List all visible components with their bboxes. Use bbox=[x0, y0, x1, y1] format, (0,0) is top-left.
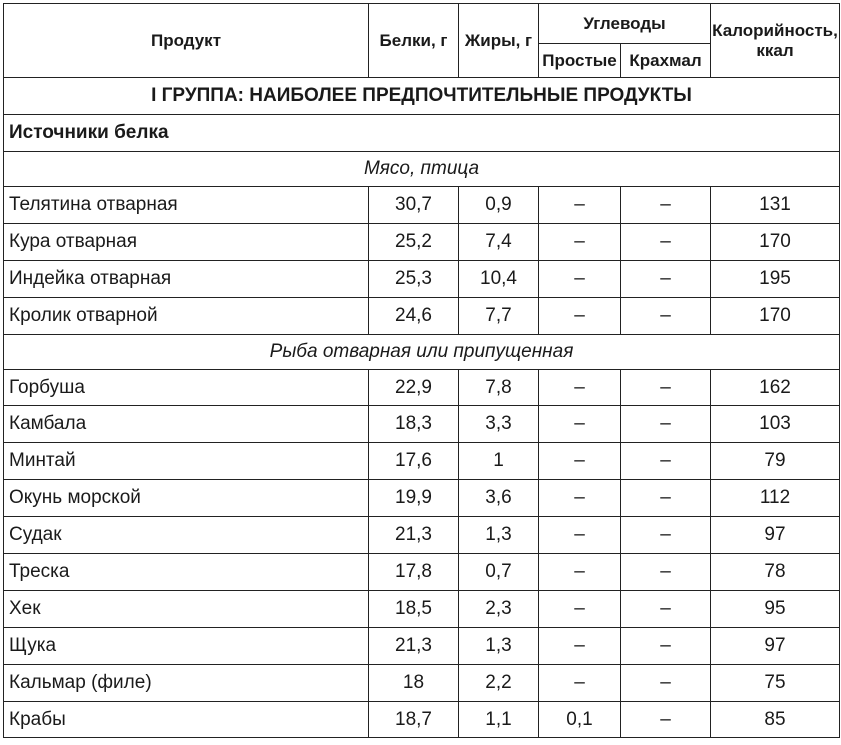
cell-simple: – bbox=[539, 406, 621, 443]
cell-protein: 18 bbox=[369, 664, 459, 701]
cell-starch: – bbox=[621, 627, 711, 664]
cell-protein: 19,9 bbox=[369, 480, 459, 517]
cell-starch: – bbox=[621, 443, 711, 480]
table-row bbox=[4, 590, 840, 627]
cell-protein: 18,5 bbox=[369, 590, 459, 627]
cell-simple: – bbox=[539, 664, 621, 701]
cell-name: Окунь морской bbox=[4, 480, 369, 517]
header-carbs: Углеводы bbox=[539, 4, 711, 44]
cell-name: Треска bbox=[4, 554, 369, 591]
cell-calories: 131 bbox=[711, 187, 840, 224]
header-carbs-starch: Крахмал bbox=[621, 44, 711, 78]
cell-name: Индейка отварная bbox=[4, 260, 369, 297]
cell-protein: 22,9 bbox=[369, 369, 459, 406]
table-row bbox=[4, 664, 840, 701]
table-row bbox=[4, 406, 840, 443]
cell-protein: 21,3 bbox=[369, 517, 459, 554]
table-row bbox=[4, 297, 840, 334]
cell-starch: – bbox=[621, 590, 711, 627]
cell-starch: – bbox=[621, 223, 711, 260]
cell-simple: – bbox=[539, 443, 621, 480]
cell-name: Щука bbox=[4, 627, 369, 664]
cell-fat: 7,7 bbox=[459, 297, 539, 334]
cell-simple: – bbox=[539, 627, 621, 664]
table-row bbox=[4, 443, 840, 480]
cell-calories: 85 bbox=[711, 701, 840, 738]
cell-fat: 2,3 bbox=[459, 590, 539, 627]
cell-fat: 3,6 bbox=[459, 480, 539, 517]
table-row bbox=[4, 517, 840, 554]
header-product: Продукт bbox=[4, 4, 369, 78]
cell-calories: 75 bbox=[711, 664, 840, 701]
group-title: I ГРУППА: НАИБОЛЕЕ ПРЕДПОЧТИТЕЛЬНЫЕ ПРОДУКТЫ bbox=[4, 78, 840, 115]
cell-fat: 1 bbox=[459, 443, 539, 480]
cell-protein: 24,6 bbox=[369, 297, 459, 334]
table-row bbox=[4, 701, 840, 738]
cell-starch: – bbox=[621, 554, 711, 591]
cell-simple: – bbox=[539, 554, 621, 591]
table-row bbox=[4, 187, 840, 224]
cell-simple: – bbox=[539, 223, 621, 260]
cell-protein: 25,3 bbox=[369, 260, 459, 297]
cell-fat: 1,3 bbox=[459, 627, 539, 664]
cell-name: Кролик отварной bbox=[4, 297, 369, 334]
table-row bbox=[4, 260, 840, 297]
header-calories: Калорийность, ккал bbox=[711, 4, 840, 78]
table-row bbox=[4, 554, 840, 591]
cell-fat: 10,4 bbox=[459, 260, 539, 297]
cell-fat: 7,4 bbox=[459, 223, 539, 260]
table-row bbox=[4, 369, 840, 406]
cell-name: Судак bbox=[4, 517, 369, 554]
cell-starch: – bbox=[621, 406, 711, 443]
header-protein: Белки, г bbox=[369, 4, 459, 78]
cell-calories: 170 bbox=[711, 223, 840, 260]
cell-calories: 162 bbox=[711, 369, 840, 406]
cell-calories: 79 bbox=[711, 443, 840, 480]
cell-calories: 95 bbox=[711, 590, 840, 627]
cell-name: Хек bbox=[4, 590, 369, 627]
nutrition-table bbox=[3, 3, 840, 738]
cell-name: Кальмар (филе) bbox=[4, 664, 369, 701]
cell-fat: 2,2 bbox=[459, 664, 539, 701]
cell-calories: 170 bbox=[711, 297, 840, 334]
cell-starch: – bbox=[621, 664, 711, 701]
cell-simple: – bbox=[539, 590, 621, 627]
cell-fat: 7,8 bbox=[459, 369, 539, 406]
cell-calories: 97 bbox=[711, 517, 840, 554]
cell-starch: – bbox=[621, 260, 711, 297]
subsection-title: Мясо, птица bbox=[4, 152, 840, 187]
cell-starch: – bbox=[621, 701, 711, 738]
cell-simple: – bbox=[539, 260, 621, 297]
cell-calories: 112 bbox=[711, 480, 840, 517]
cell-simple: – bbox=[539, 187, 621, 224]
cell-name: Телятина отварная bbox=[4, 187, 369, 224]
cell-name: Горбуша bbox=[4, 369, 369, 406]
cell-starch: – bbox=[621, 517, 711, 554]
cell-starch: – bbox=[621, 480, 711, 517]
cell-simple: – bbox=[539, 369, 621, 406]
cell-name: Минтай bbox=[4, 443, 369, 480]
cell-protein: 17,6 bbox=[369, 443, 459, 480]
table-row bbox=[4, 223, 840, 260]
cell-calories: 103 bbox=[711, 406, 840, 443]
header-fat: Жиры, г bbox=[459, 4, 539, 78]
cell-calories: 78 bbox=[711, 554, 840, 591]
cell-starch: – bbox=[621, 187, 711, 224]
cell-protein: 21,3 bbox=[369, 627, 459, 664]
section-title: Источники белка bbox=[4, 115, 840, 152]
cell-fat: 1,1 bbox=[459, 701, 539, 738]
subsection-title: Рыба отварная или припущенная bbox=[4, 334, 840, 369]
cell-name: Крабы bbox=[4, 701, 369, 738]
cell-fat: 1,3 bbox=[459, 517, 539, 554]
table-row bbox=[4, 480, 840, 517]
cell-protein: 25,2 bbox=[369, 223, 459, 260]
cell-simple: – bbox=[539, 480, 621, 517]
cell-starch: – bbox=[621, 297, 711, 334]
cell-fat: 0,9 bbox=[459, 187, 539, 224]
cell-protein: 30,7 bbox=[369, 187, 459, 224]
cell-fat: 0,7 bbox=[459, 554, 539, 591]
cell-name: Камбала bbox=[4, 406, 369, 443]
cell-starch: – bbox=[621, 369, 711, 406]
cell-protein: 18,3 bbox=[369, 406, 459, 443]
cell-simple: – bbox=[539, 297, 621, 334]
cell-calories: 97 bbox=[711, 627, 840, 664]
cell-protein: 17,8 bbox=[369, 554, 459, 591]
table-row bbox=[4, 627, 840, 664]
cell-simple: – bbox=[539, 517, 621, 554]
cell-simple: 0,1 bbox=[539, 701, 621, 738]
cell-fat: 3,3 bbox=[459, 406, 539, 443]
cell-name: Кура отварная bbox=[4, 223, 369, 260]
cell-protein: 18,7 bbox=[369, 701, 459, 738]
header-carbs-simple: Простые bbox=[539, 44, 621, 78]
cell-calories: 195 bbox=[711, 260, 840, 297]
